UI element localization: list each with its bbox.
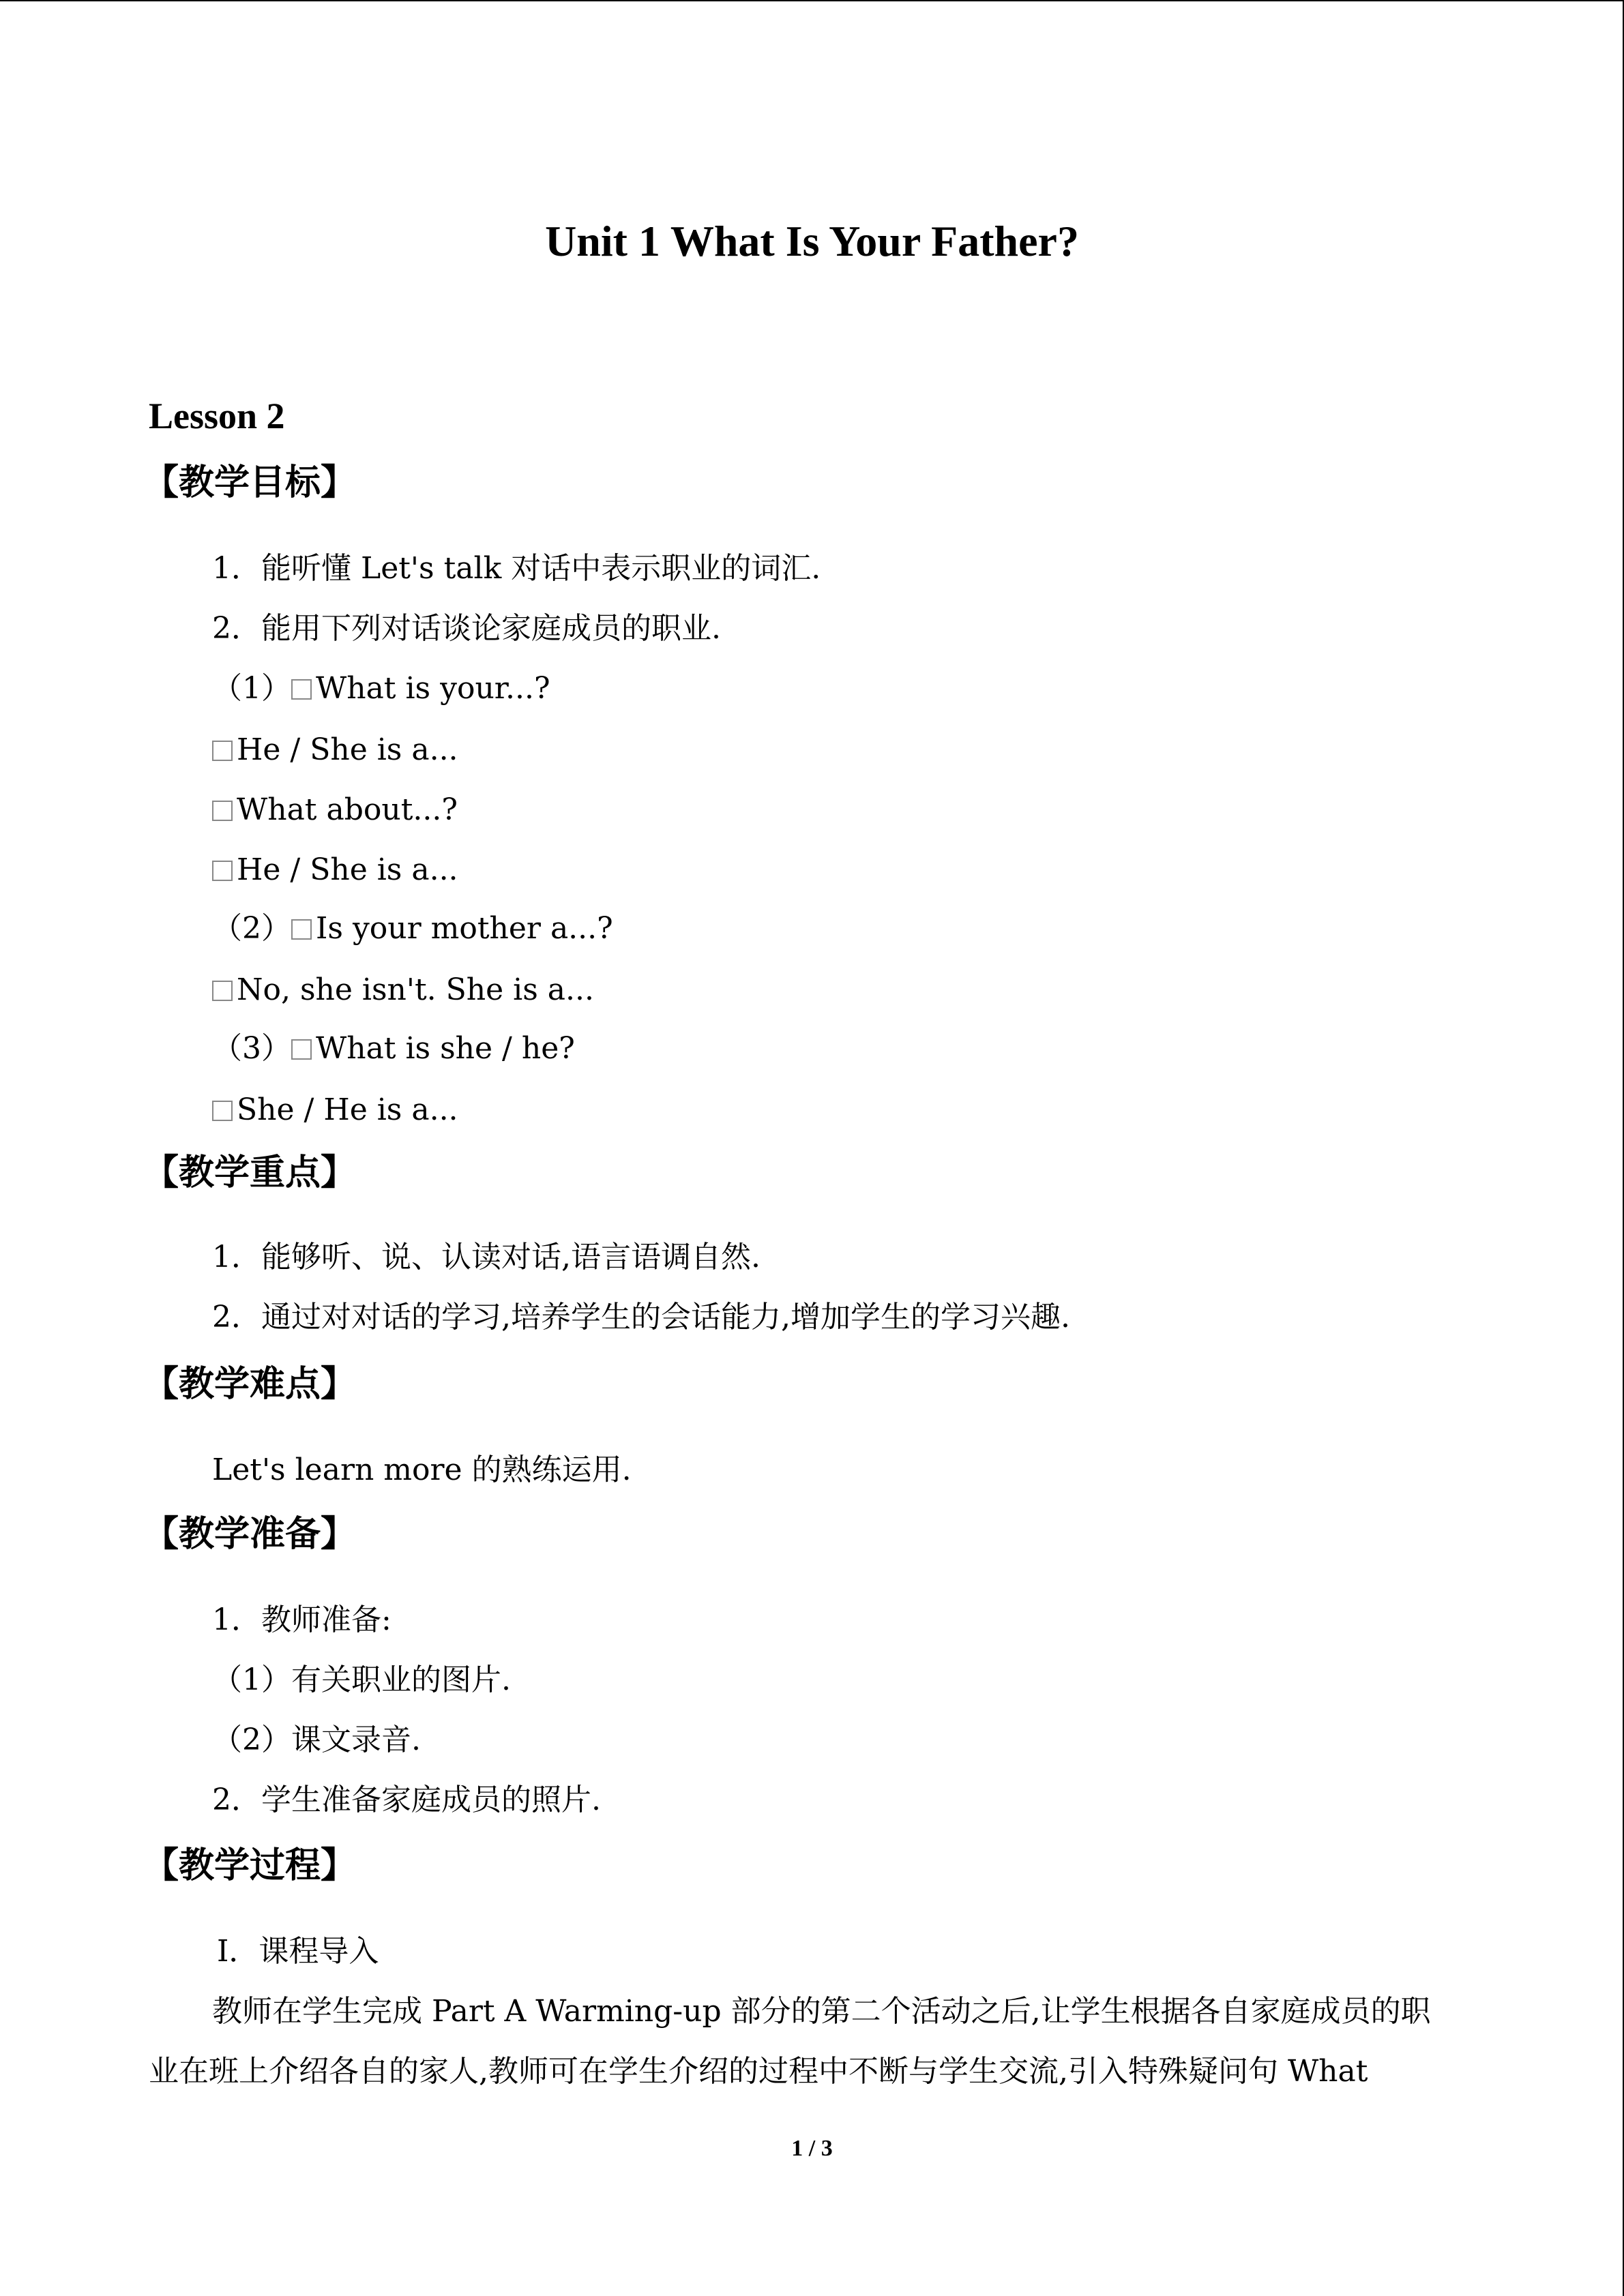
- dialogue-line: [212, 972, 594, 1007]
- goal-item-1: 1．能听懂 Let's talk 对话中表示职业的词汇.: [212, 551, 821, 586]
- dialogue-prefix: （1）: [212, 671, 291, 706]
- checkbox-placeholder-icon: [212, 981, 233, 1001]
- dialogue-text: He / She is a...: [237, 732, 458, 767]
- process-subheading: Ⅰ．课程导入: [217, 1934, 379, 1969]
- dialogue-line: [212, 732, 458, 767]
- dialogue-text: Is your mother a...?: [316, 911, 613, 946]
- preparation-item-2: （1）有关职业的图片.: [212, 1663, 511, 1697]
- document-title: Unit 1 What Is Your Father?: [545, 217, 1079, 265]
- key-point-item-2: 2．通过对对话的学习,培养学生的会话能力,增加学生的学习兴趣.: [212, 1300, 1070, 1335]
- dialogue-line: [212, 1092, 458, 1127]
- goal-item-2: 2．能用下列对话谈论家庭成员的职业.: [212, 611, 721, 646]
- dialogue-prefix: （3）: [212, 1031, 291, 1066]
- section-heading-difficulties: 【教学难点】: [143, 1364, 357, 1405]
- dialogue-text: She / He is a...: [237, 1092, 458, 1127]
- checkbox-placeholder-icon: [212, 741, 233, 761]
- dialogue-prefix: （2）: [212, 911, 291, 946]
- process-paragraph-line-1: 教师在学生完成 Part A Warming-up 部分的第二个活动之后,让学生根据各自家庭成员的职: [212, 1994, 1431, 2029]
- preparation-item-4: 2．学生准备家庭成员的照片.: [212, 1783, 601, 1817]
- section-heading-process: 【教学过程】: [143, 1845, 357, 1886]
- dialogue-text: He / She is a...: [237, 852, 458, 887]
- checkbox-placeholder-icon: [212, 1101, 233, 1121]
- checkbox-placeholder-icon: [291, 679, 312, 700]
- checkbox-placeholder-icon: [291, 1039, 312, 1060]
- checkbox-placeholder-icon: [212, 801, 233, 821]
- dialogue-text: What is your...?: [316, 671, 550, 706]
- dialogue-text: What about...?: [237, 792, 458, 827]
- preparation-item-3: （2）课文录音.: [212, 1723, 421, 1757]
- dialogue-line: [212, 671, 550, 706]
- section-heading-preparation: 【教学准备】: [143, 1514, 357, 1555]
- key-point-item-1: 1．能够听、说、认读对话,语言语调自然.: [212, 1240, 761, 1274]
- preparation-item-1: 1．教师准备:: [212, 1602, 392, 1637]
- dialogue-line: [212, 792, 458, 827]
- checkbox-placeholder-icon: [291, 919, 312, 940]
- dialogue-text: No, she isn't. She is a...: [237, 972, 594, 1007]
- dialogue-line: [212, 1031, 575, 1066]
- page-number: 1 / 3: [791, 2136, 833, 2161]
- difficulty-text: Let's learn more 的熟练运用.: [212, 1452, 632, 1487]
- process-paragraph-line-2: 业在班上介绍各自的家人,教师可在学生介绍的过程中不断与学生交流,引入特殊疑问句 What: [149, 2054, 1368, 2089]
- section-heading-key-points: 【教学重点】: [143, 1152, 357, 1193]
- lesson-label: Lesson 2: [149, 396, 285, 436]
- section-heading-goals: 【教学目标】: [143, 462, 357, 503]
- dialogue-text: What is she / he?: [316, 1031, 575, 1066]
- dialogue-line: [212, 852, 458, 887]
- dialogue-line: [212, 911, 613, 946]
- checkbox-placeholder-icon: [212, 861, 233, 881]
